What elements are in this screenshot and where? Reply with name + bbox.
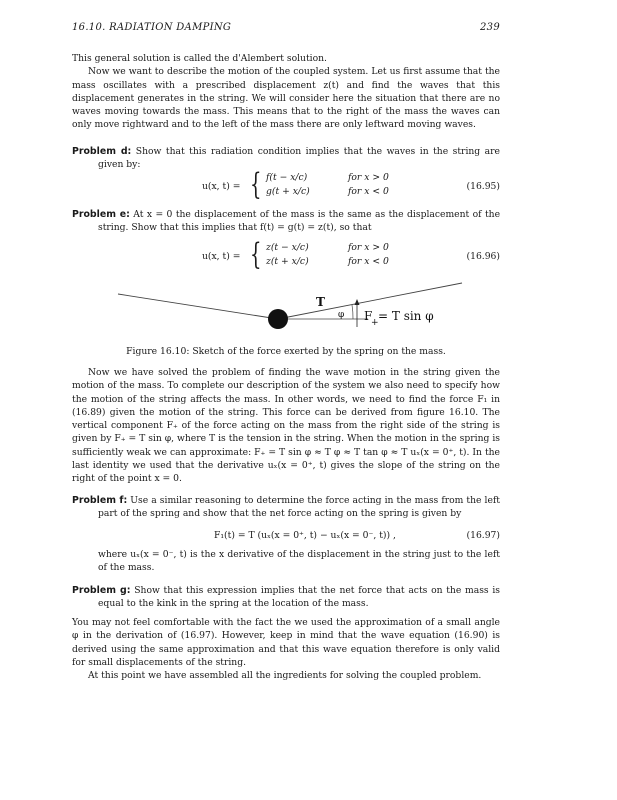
force-rhs: = T sin φ	[378, 309, 434, 323]
angle-label: φ	[338, 310, 345, 320]
force-derivation	[72, 366, 500, 486]
section-title: 16.10. RADIATION DAMPING	[72, 22, 232, 33]
problem-g-text: Show that this expression implies that the net force that acts on the mass is equal to the kink in the spring at the location of the mass.	[98, 585, 500, 610]
problem-f	[72, 494, 500, 521]
eq95-row1-cond: for x > 0	[348, 172, 389, 183]
eq96-row1-cond: for x > 0	[348, 242, 389, 253]
equation-16-97	[72, 530, 500, 546]
eq95-row1-expr: f(t − x/c)	[266, 172, 308, 183]
force-arrowhead	[355, 299, 360, 305]
page-number: 239	[480, 22, 500, 33]
problem-g	[72, 584, 500, 611]
problem-f-text: Use a similar reasoning to determine the force acting in the mass from the left part of the spring and show that the net force acting on the spring is given by	[98, 495, 500, 520]
eq96-lhs: u(x, t) =	[202, 251, 241, 262]
closing-text	[72, 616, 500, 682]
eq96-row1-expr: z(t − x/c)	[266, 242, 309, 253]
tension-label: T	[316, 295, 325, 309]
problem-f-after	[72, 548, 500, 575]
eq97-number: (16.97)	[466, 530, 500, 541]
force-subscript: +	[371, 318, 379, 328]
eq96-row2-expr: z(t + x/c)	[266, 256, 309, 267]
force-label: F	[364, 309, 373, 323]
paragraph-conclusion: At this point we have assembled all the ingredients for solving the coupled problem.	[88, 670, 482, 682]
eq95-number: (16.95)	[466, 181, 500, 192]
problem-g-label: Problem g:	[72, 585, 131, 596]
eq95-brace: {	[250, 167, 262, 202]
paragraph-left-derivative: where uₓ(x = 0⁻, t) is the x derivative of the displacement in the string just to the left of the mass.	[98, 549, 500, 574]
angle-arc	[352, 305, 353, 319]
problem-f-label: Problem f:	[72, 495, 128, 506]
problem-d-text: Show that this radiation condition implies that the waves in the string are given by:	[98, 146, 500, 171]
problem-e-label: Problem e:	[72, 209, 130, 220]
string-left	[118, 294, 278, 319]
paragraph-force: Now we have solved the problem of finding the wave motion in the string given the motion of the mass. To complete our description of the system we also need to specify how the motion of the string affects the mass. In other words, we need to find the force F₁ in (16.89) given the motion of the string. This force can be derived from figure 16.10. The vertical component F₊ of the force acting on the mass from the right side of the string is given by F₊ = T sin φ, where T is the tension in the string. When the motion in the spring is sufficiently weak we can approximate: F₊ = T sin φ ≈ T φ ≈ T tan φ ≈ T uₓ(x = 0⁺, t). In the last identity we used that the derivative uₓ(x = 0⁺, t) gives the slope of the string on the right of the point x = 0.	[72, 367, 500, 485]
eq95-row2-expr: g(t + x/c)	[266, 186, 310, 197]
eq97-body: F₁(t) = T (uₓ(x = 0⁺, t) − uₓ(x = 0⁻, t)) ,	[214, 530, 396, 541]
figure-caption: Figure 16.10: Sketch of the force exerted by the spring on the mass.	[126, 346, 446, 357]
paragraph-approximation: You may not feel comfortable with the fact the we used the approximation of a small angle φ in the derivation of (16.97). However, keep in mind that the wave equation (16.90) is derived using the same approximation and that this wave equation therefore is only valid for small displacements of the string.	[72, 617, 500, 668]
mass	[268, 309, 288, 329]
problem-d-label: Problem d:	[72, 146, 132, 157]
eq96-brace: {	[250, 237, 262, 272]
paragraph-dalembert: This general solution is called the d'Alembert solution.	[72, 53, 327, 64]
eq95-row2-cond: for x < 0	[348, 186, 389, 197]
eq96-row2-cond: for x < 0	[348, 256, 389, 267]
eq95-lhs: u(x, t) =	[202, 181, 241, 192]
problem-e-text: At x = 0 the displacement of the mass is the same as the displacement of the string. Show that this implies that f(t) = g(t) = z(t), so that	[98, 209, 501, 234]
paragraph-coupled-system: Now we want to describe the motion of the coupled system. Let us first assume that the mass oscillates with a prescribed displacement z(t) and find the waves that this displacement generates in the string. We will consider here the situation that there are no waves moving towards the mass. This means that to the right of the mass the waves can only move rightward and to the left of the mass there are only leftward moving waves.	[72, 66, 500, 131]
eq96-number: (16.96)	[466, 251, 500, 262]
